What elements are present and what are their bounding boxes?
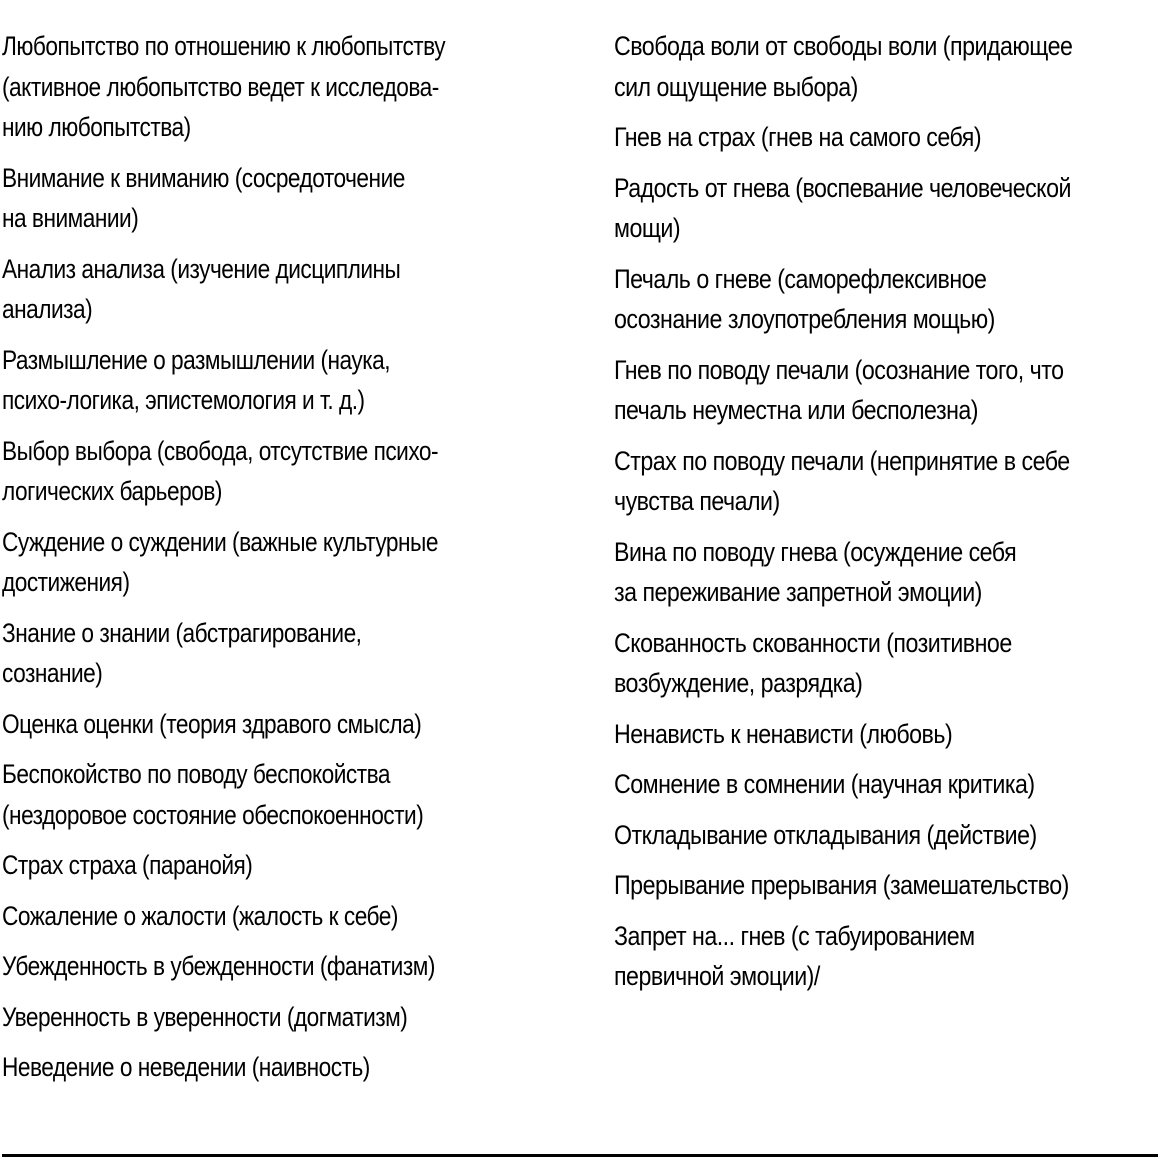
left-column: [2, 26, 614, 1098]
list-item: Вина по поводу гнева (осуждение себя за переживание запретной эмоции): [614, 536, 1017, 607]
bottom-rule: [2, 1154, 1158, 1157]
list-item: Печаль о гневе (саморефлексивное осознание злоупотребления мощью): [614, 263, 995, 334]
list-item: Размышление о размышлении (наука, психо-логика, эпистемология и т. д.): [2, 344, 391, 415]
list-item: Свобода воли от свободы воли (придающее сил ощущение выбора): [614, 31, 1073, 102]
list-item: Сомнение в сомнении (научная критика): [614, 769, 1035, 799]
right-column: [614, 26, 1158, 1098]
list-item: Скованность скованности (позитивное возбуждение, разрядка): [614, 627, 1012, 698]
list-item: Ненависть к ненависти (любовь): [614, 718, 953, 749]
list-item: Неведение о неведении (наивность): [2, 1052, 370, 1082]
list-item: Радость от гнева (воспевание человеческой мощи): [614, 172, 1071, 243]
list-item: Знание о знании (абстрагирование, сознание): [2, 617, 362, 688]
list-item: Анализ анализа (изучение дисциплины анализа): [2, 253, 401, 324]
list-item: Любопытство по отношению к любопытству (активное любопытство ведет к исследова- нию любопытства): [2, 31, 446, 142]
list-item: Убежденность в убежденности (фанатизм): [2, 951, 435, 981]
list-item: Страх страха (паранойя): [2, 850, 253, 880]
list-item: Запрет на... гнев (с табуированием первичной эмоции)/: [614, 920, 975, 991]
list-item: Гнев по поводу печали (осознание того, что печаль неуместна или бесполезна): [614, 354, 1064, 425]
list-item: Беспокойство по поводу беспокойства (нездоровое состояние обеспокоенности): [2, 759, 424, 830]
list-item: Прерывание прерывания (замешательство): [614, 870, 1069, 900]
list-item: Уверенность в уверенности (догматизм): [2, 1001, 408, 1032]
two-column-list: [2, 26, 1158, 1098]
list-item: Оценка оценки (теория здравого смысла): [2, 708, 422, 739]
list-item: Внимание к вниманию (сосредоточение на внимании): [2, 162, 405, 233]
list-item: Страх по поводу печали (непринятие в себе чувства печали): [614, 445, 1070, 516]
list-item: Сожаление о жалости (жалость к себе): [2, 900, 398, 931]
list-item: Гнев на страх (гнев на самого себя): [614, 122, 982, 152]
list-item: Выбор выбора (свобода, отсутствие психо- логических барьеров): [2, 435, 439, 506]
list-item: Откладывание откладывания (действие): [614, 819, 1037, 850]
list-item: Суждение о суждении (важные культурные достижения): [2, 526, 438, 597]
